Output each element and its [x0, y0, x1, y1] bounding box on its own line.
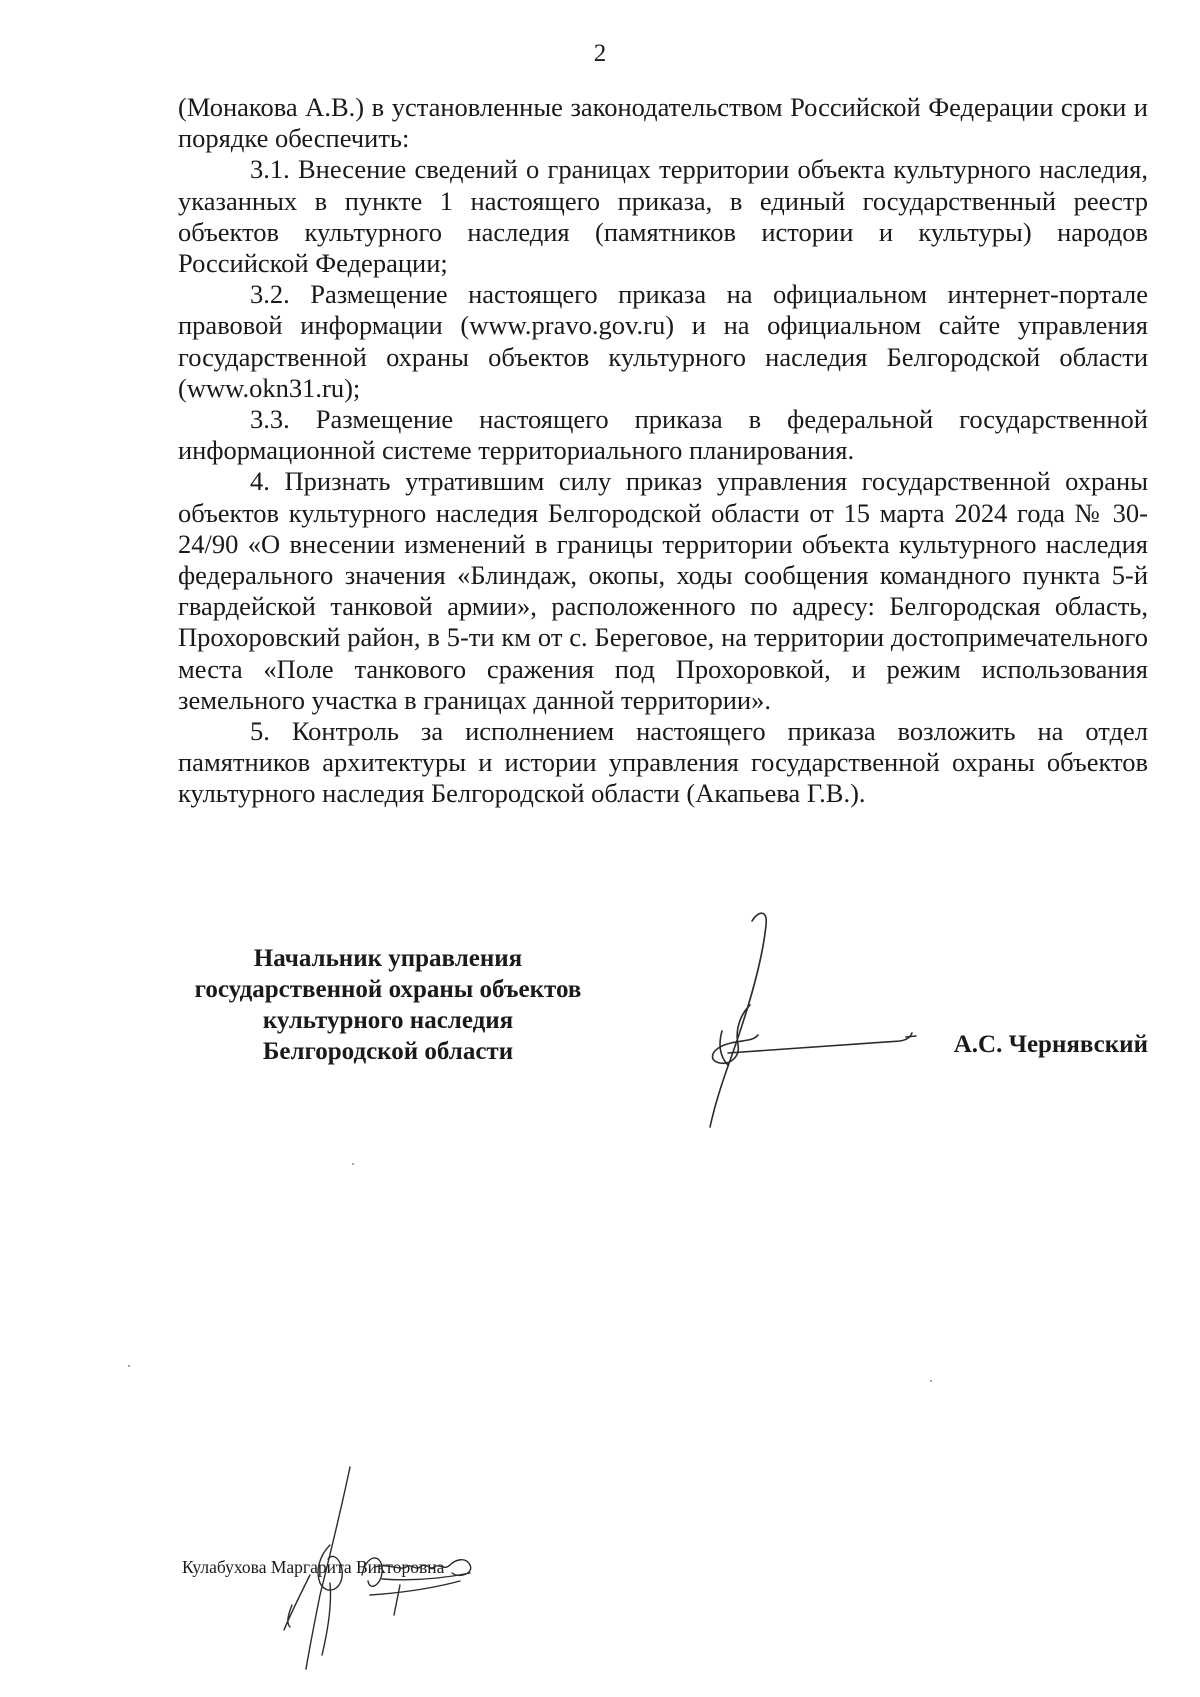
scan-speck: [930, 1380, 932, 1382]
paragraph-3-3: 3.3. Размещение настоящего приказа в федеральной государственной информационной системе территориального планирования.: [178, 404, 1148, 466]
document-body: [178, 92, 1148, 810]
signatory-position-line: Белгородской области: [262, 1038, 514, 1065]
page-number: 2: [593, 40, 607, 67]
executor-signature: [270, 1455, 500, 1675]
signatory-position: [178, 943, 598, 1067]
paragraph-4: 4. Признать утратившим силу приказ управления государственной охраны объектов культурного наследия Белгородской области от 15 марта 2024 года № 30-24/90 «О внесении изменений в границы территории объекта культурного наследия федерального значения «Блиндаж, окопы, ходы сообщения командного пункта 5-й гвардейской танковой армии», расположенного по адресу: Белгородская область, Прохоровский район, в 5-ти км от с. Береговое, на территории достопримечательного места «Поле танкового сражения под Прохоровкой, и режим использования земельного участка в границах данной территории».: [178, 466, 1148, 715]
paragraph-intro: (Монакова А.В.) в установленные законодательством Российской Федерации сроки и порядке обеспечить:: [178, 92, 1148, 154]
handwritten-signature: [680, 905, 920, 1135]
scan-speck: [352, 1163, 354, 1165]
signatory-name: А.С. Чернявский: [953, 1031, 1148, 1058]
signatory-position-line: государственной охраны объектов: [194, 976, 582, 1003]
scan-speck: [128, 1365, 130, 1367]
paragraph-3-2: 3.2. Размещение настоящего приказа на официальном интернет-портале правовой информации (www.pravo.gov.ru) и на официальном сайте управления государственной охраны объектов культурного наследия Белгородской области (www.okn31.ru);: [178, 279, 1148, 403]
executor-name: Кулабухова Маргарита Викторовна: [182, 1557, 445, 1577]
signatory-position-line: Начальник управления: [253, 945, 523, 972]
paragraph-5: 5. Контроль за исполнением настоящего приказа возложить на отдел памятников архитектуры и истории управления государственной охраны объектов культурного наследия Белгородской области (Акапьева Г.В.).: [178, 716, 1148, 809]
paragraph-3-1: 3.1. Внесение сведений о границах территории объекта культурного наследия, указанных в пункте 1 настоящего приказа, в единый государственный реестр объектов культурного наследия (памятников истории и культуры) народов Российской Федерации;: [178, 154, 1148, 279]
signatory-position-line: культурного наследия: [262, 1007, 514, 1034]
